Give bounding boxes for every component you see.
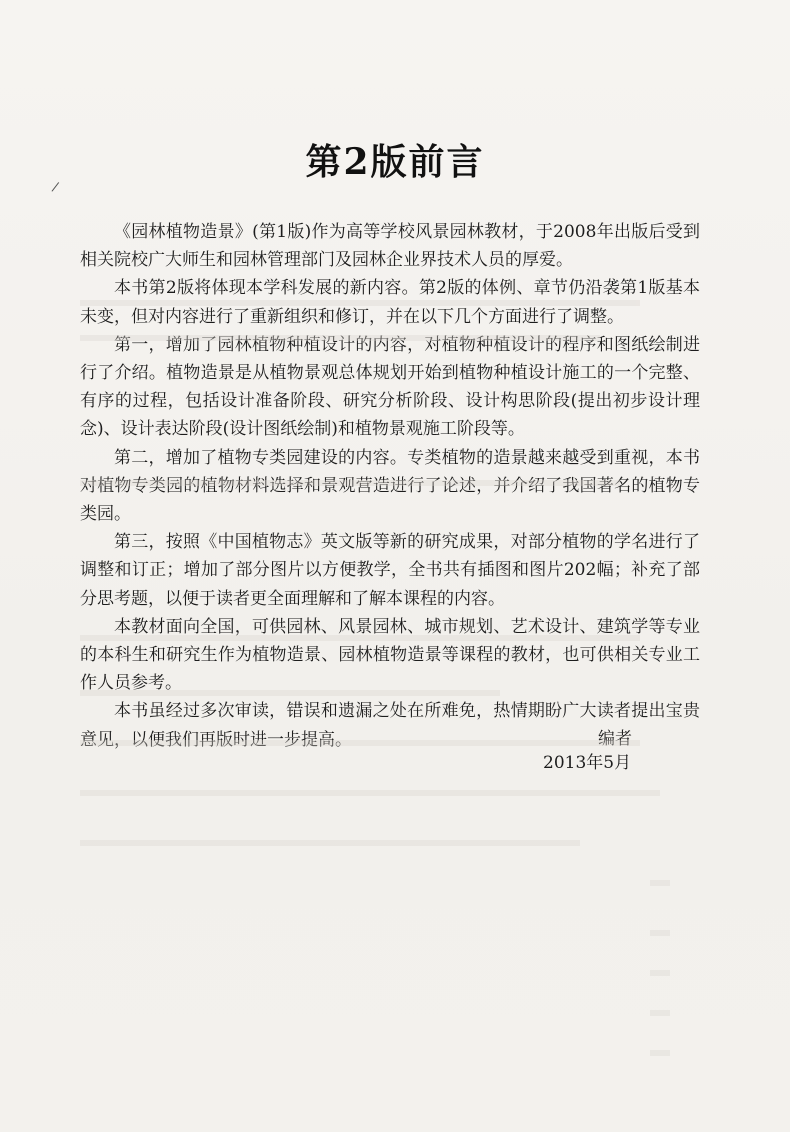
page-title: 第2版前言	[305, 141, 485, 183]
paragraph-7: 本书虽经过多次审读，错误和遗漏之处在所难免，热情期盼广大读者提出宝贵意见，以便我们再版时进一步提高。	[80, 701, 700, 750]
paragraph-1: 《园林植物造景》(第1版)作为高等学校风景园林教材，于2008年出版后受到相关院校广大师生和园林管理部门及园林企业界技术人员的厚爱。	[80, 222, 700, 271]
paragraph-6: 本教材面向全国，可供园林、风景园林、城市规划、艺术设计、建筑学等专业的本科生和研究生作为植物造景、园林植物造景等课程的教材，也可供相关专业工作人员参考。	[80, 616, 700, 694]
paragraph-4: 第二，增加了植物专类园建设的内容。专类植物的造景越来越受到重视，本书对植物专类园的植物材料选择和景观营造进行了论述，并介绍了我国著名的植物专类园。	[80, 447, 700, 525]
publication-date: 2013年5月	[543, 753, 632, 773]
paragraph-3: 第一，增加了园林植物种植设计的内容，对植物种植设计的程序和图纸绘制进行了介绍。植物造景是从植物景观总体规划开始到植物种植设计施工的一个完整、有序的过程，包括设计准备阶段、研究分析阶段、设计构思阶段(提出初步设计理念)、设计表达阶段(设计图纸绘制)和植物景观施工阶段等。	[80, 334, 700, 440]
paragraph-5: 第三，按照《中国植物志》英文版等新的研究成果，对部分植物的学名进行了调整和订正；增加了部分图片以方便教学，全书共有插图和图片202幅；补充了部分思考题，以便于读者更全面理解和了解本课程的内容。	[80, 532, 700, 609]
preface-body	[80, 218, 700, 754]
paragraph-2: 本书第2版将体现本学科发展的新内容。第2版的体例、章节仍沿袭第1版基本未变，但对内容进行了重新组织和修订，并在以下几个方面进行了调整。	[80, 278, 700, 327]
pen-mark: /	[50, 179, 60, 196]
author-signature: 编者	[598, 729, 632, 749]
